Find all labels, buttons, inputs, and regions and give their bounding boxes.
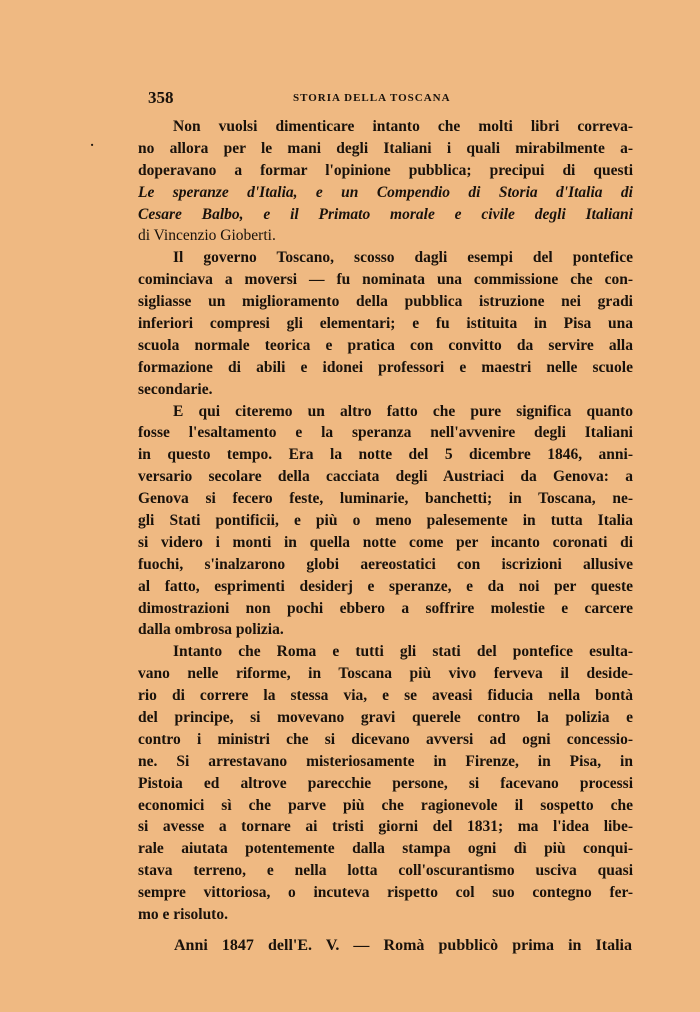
text-line: economici sì che parve più che ragionevole il sospetto che	[138, 796, 633, 814]
text-line: Intanto che Roma e tutti gli stati del pontefice esulta-	[173, 643, 633, 661]
text-line: di Vincenzio Gioberti.	[138, 227, 276, 245]
text-line: ne. Si arrestavano misteriosamente in Firenze, in Pisa, in	[138, 752, 633, 770]
text-line: contro i ministri che si dicevano avversi ad ogni concessio-	[138, 730, 633, 748]
text-line: Le speranze d'Italia, e un Compendio di Storia d'Italia di	[138, 183, 633, 201]
text-line: si videro i monti in quella notte come per incanto coronati di	[138, 533, 633, 551]
text-line: si avesse a tornare ai tristi giorni del 1831; ma l'idea libe-	[138, 818, 633, 836]
text-line: vano nelle riforme, in Toscana più vivo ferveva il deside-	[138, 665, 633, 683]
text-line: rio di correre la stessa via, e se aveasi fiducia nella bontà	[138, 687, 633, 705]
footer-note: Anni 1847 dell'E. V. — Romà pubblicò prima in Italia	[174, 937, 632, 954]
text-line: no allora per le mani degli Italiani i quali mirabilmente a-	[138, 139, 633, 157]
running-title: STORIA DELLA TOSCANA	[293, 92, 451, 104]
margin-mark: ·	[90, 138, 95, 152]
text-line: del principe, si movevano gravi querele contro la polizia e	[138, 709, 633, 726]
text-line: formazione di abili e idonei professori e maestri nelle scuole	[138, 358, 633, 376]
text-line: Il governo Toscano, scosso dagli esempi del pontefice	[173, 249, 633, 267]
text-line: doperavano a formar l'opinione pubblica; precipui di questi	[138, 161, 633, 179]
text-line: E qui citeremo un altro fatto che pure significa quanto	[173, 402, 633, 420]
text-line: dimostrazioni non pochi ebbero a soffrire molestie e carcere	[138, 599, 633, 617]
page-number: 358	[148, 88, 174, 107]
text-line: inferiori compresi gli elementari; e fu istituita in Pisa una	[138, 315, 633, 332]
text-line: Genova si fecero feste, luminarie, banchetti; in Toscana, ne-	[138, 490, 633, 508]
text-line: gli Stati pontificii, e più o meno palesemente in tutta Italia	[138, 512, 633, 529]
page-header	[148, 88, 568, 110]
text-line: rale aiutata potentemente dalla stampa ogni dì più conqui-	[138, 840, 633, 858]
text-line: al fatto, esprimenti desiderj e speranze, e da noi per queste	[138, 577, 633, 595]
text-line: mo e risoluto.	[138, 906, 228, 923]
text-line: Pistoia ed altrove parecchie persone, si facevano processi	[138, 774, 633, 792]
text-line: scuola normale teorica e pratica con convitto da servire alla	[138, 336, 633, 354]
text-line: cominciava a moversi — fu nominata una commissione che con-	[138, 271, 633, 289]
text-line: sempre vittoriosa, o incuteva rispetto col suo contegno fer-	[138, 884, 633, 902]
text-line: Cesare Balbo, e il Primato morale e civile degli Italiani	[138, 205, 633, 223]
text-line: sigliasse un miglioramento della pubblica istruzione nei gradi	[138, 293, 633, 311]
text-line: Non vuolsi dimenticare intanto che molti libri correva-	[173, 118, 633, 135]
text-line: secondarie.	[138, 380, 213, 398]
text-line: fosse l'esaltamento e la speranza nell'avvenire degli Italiani	[138, 424, 633, 442]
text-line: stava terreno, e nella lotta coll'oscurantismo usciva quasi	[138, 862, 633, 880]
text-line: in questo tempo. Era la notte del 5 dicembre 1846, anni-	[138, 446, 633, 464]
text-line: fuochi, s'inalzarono globi aereostatici con iscrizioni allusive	[138, 555, 633, 573]
text-line: dalla ombrosa polizia.	[138, 621, 284, 639]
text-line: versario secolare della cacciata degli Austriaci da Genova: a	[138, 468, 633, 486]
